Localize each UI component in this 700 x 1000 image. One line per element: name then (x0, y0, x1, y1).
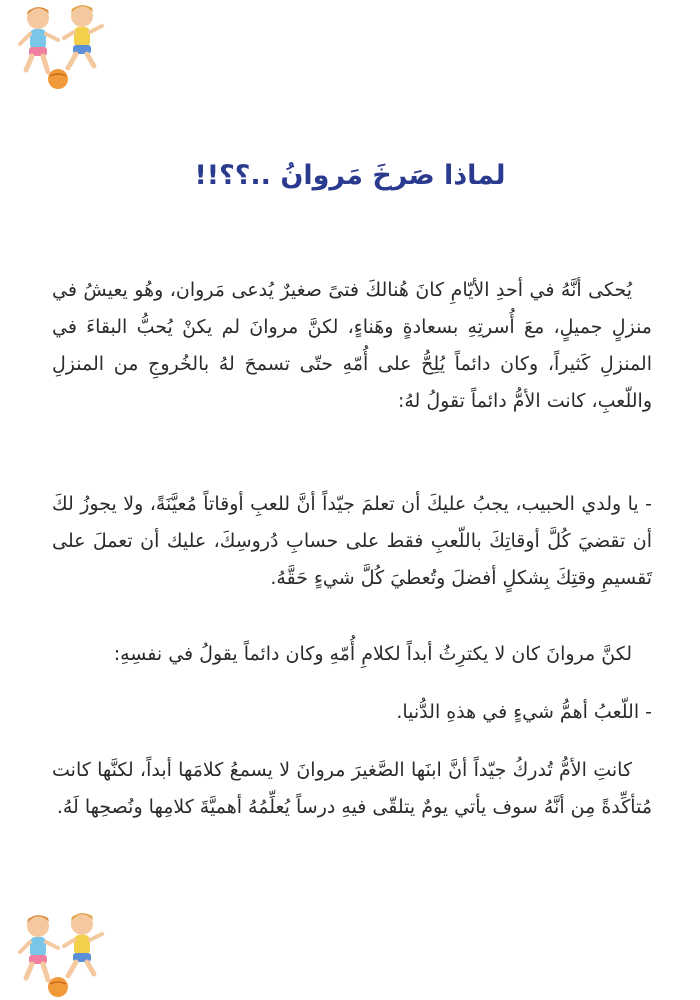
kids-playing-ball-icon (10, 2, 110, 92)
paragraph-mother-advice: - يا ولدي الحبيب، يجبُ عليكَ أن تعلمَ جيّداً أنَّ للعبِ أوقاتاً مُعيَّنَةً، ولا يجوزُ لكَ أن تقضيَ كُلَّ أوقاتِكَ باللّعبِ فقط على حسابِ دُروسِكَ، عليك أن تعملَ على تَقسيمِ وقتِكَ بِشكلٍ أفضلَ وتُعطيَ كُلَّ شيءٍ حَقَّهُ. (52, 493, 652, 589)
kids-playing-ball-icon (10, 910, 110, 1000)
paragraph-marwan-thought: لكنَّ مروانَ كان لا يكترِثُ أبداً لكلامِ أُمّهِ وكان دائماً يقولُ في نفسِهِ: (113, 643, 632, 665)
paragraph-intro: يُحكى أنَّهُ في أحدِ الأيّامِ كانَ هُنالكَ فتىً صغيرٌ يُدعى مَروان، وهُو يعيشُ في منزلٍ جميلٍ، معَ أُسرتِهِ بسعادةٍ وهَناءٍ، لكنَّ مروانَ لم يكنْ يُحبُّ البقاءَ في المنزلِ كَثيراً، وكان دائماً يُلِحُّ على أُمّهِ حتّى تسمحَ لهُ بالخُروجِ من المنزلِ واللّعبِ، كانت الأمُّ دائماً تقولُ لهُ: (52, 279, 652, 412)
story-title: لماذا صَرخَ مَروانُ ..؟؟!! (194, 160, 506, 191)
paragraph-marwan-quote: - اللّعبُ أهمُّ شيءٍ في هذهِ الدُّنيا. (396, 701, 652, 723)
paragraph-mother-knows: كانتِ الأمُّ تُدركُ جيّداً أنَّ ابنَها الصَّغيرَ مروانَ لا يسمعُ كلامَها أبداً، لكنَّها كانت مُتأكِّدةً مِن أنَّهُ سوف يأتي يومٌ يتلقّى فيهِ درساً يُعلِّمُهُ أهميَّةَ كلامِها ونُصحِها لَهُ. (52, 759, 652, 818)
